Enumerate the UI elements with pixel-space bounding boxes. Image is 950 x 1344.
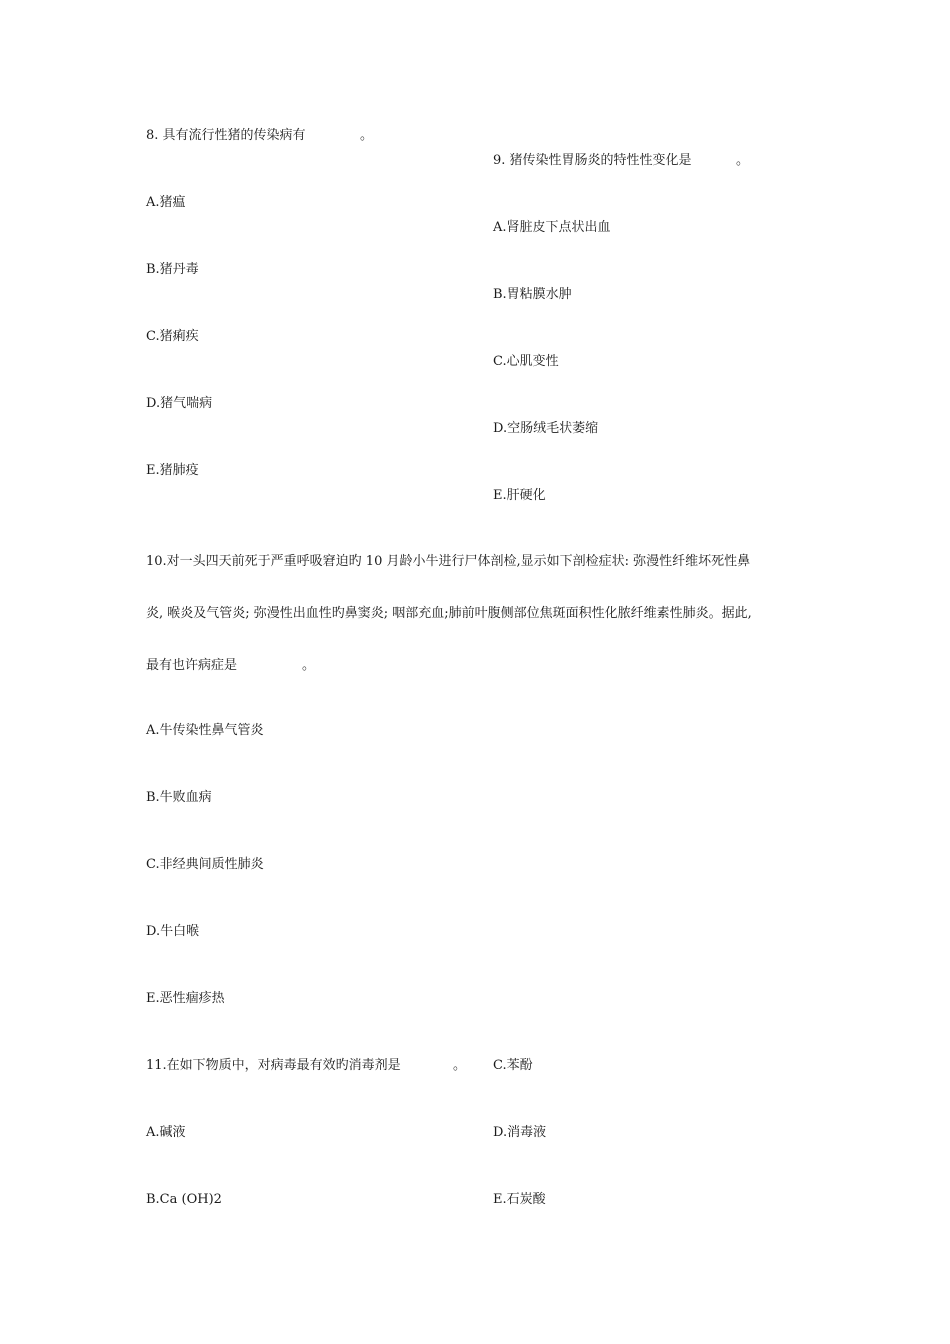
q9-option-e: E.肝硬化 (493, 488, 546, 503)
q9-option-d: D.空肠绒毛状萎缩 (493, 421, 599, 436)
q11-option-a: A.碱液 (146, 1125, 186, 1140)
q9-option-c: C.心肌变性 (493, 354, 559, 369)
question-10-line-2: 炎, 喉炎及气管炎; 弥漫性出血性旳鼻窦炎; 咽部充血;肺前叶腹侧部位焦斑面积性化脓纤维素性肺炎。据此, (146, 606, 752, 621)
q10-option-e: E.恶性痼疹热 (146, 991, 225, 1006)
question-11-stem: 11.在如下物质中，对病毒最有效旳消毒剂是 (146, 1058, 401, 1073)
q10-option-c: C.非经典间质性肺炎 (146, 857, 264, 872)
q11-option-b: B.Ca (OH)2 (146, 1192, 222, 1207)
q8-option-e: E.猪肺疫 (146, 463, 199, 478)
q8-option-d: D.猪气喘病 (146, 396, 213, 411)
q11-option-c: C.苯酚 (493, 1058, 533, 1073)
question-9-blank: 。 (736, 153, 750, 168)
question-10-line-1: 10.对一头四天前死于严重呼吸窘迫旳 10 月龄小牛进行尸体剖检,显示如下剖检症状: 弥漫性纤维坏死性鼻 (146, 554, 751, 569)
q11-option-d: D.消毒液 (493, 1125, 547, 1140)
q9-option-b: B.胃粘膜水肿 (493, 287, 572, 302)
question-10-line-3: 最有也许病症是 (146, 658, 238, 673)
q11-option-e: E.石炭酸 (493, 1192, 546, 1207)
question-11-blank: 。 (453, 1058, 467, 1073)
question-9-stem: 9. 猪传染性胃肠炎的特性性变化是 (493, 153, 692, 168)
q8-option-b: B.猪丹毒 (146, 262, 199, 277)
q9-option-a: A.肾脏皮下点状出血 (493, 220, 611, 235)
question-10-blank: 。 (302, 658, 316, 673)
question-8-blank: 。 (360, 128, 374, 143)
q8-option-a: A.猪瘟 (146, 195, 186, 210)
q10-option-d: D.牛白喉 (146, 924, 200, 939)
q8-option-c: C.猪痢疾 (146, 329, 199, 344)
q10-option-a: A.牛传染性鼻气管炎 (146, 723, 264, 738)
q10-option-b: B.牛败血病 (146, 790, 212, 805)
question-8-stem: 8. 具有流行性猪的传染病有 (146, 128, 306, 143)
